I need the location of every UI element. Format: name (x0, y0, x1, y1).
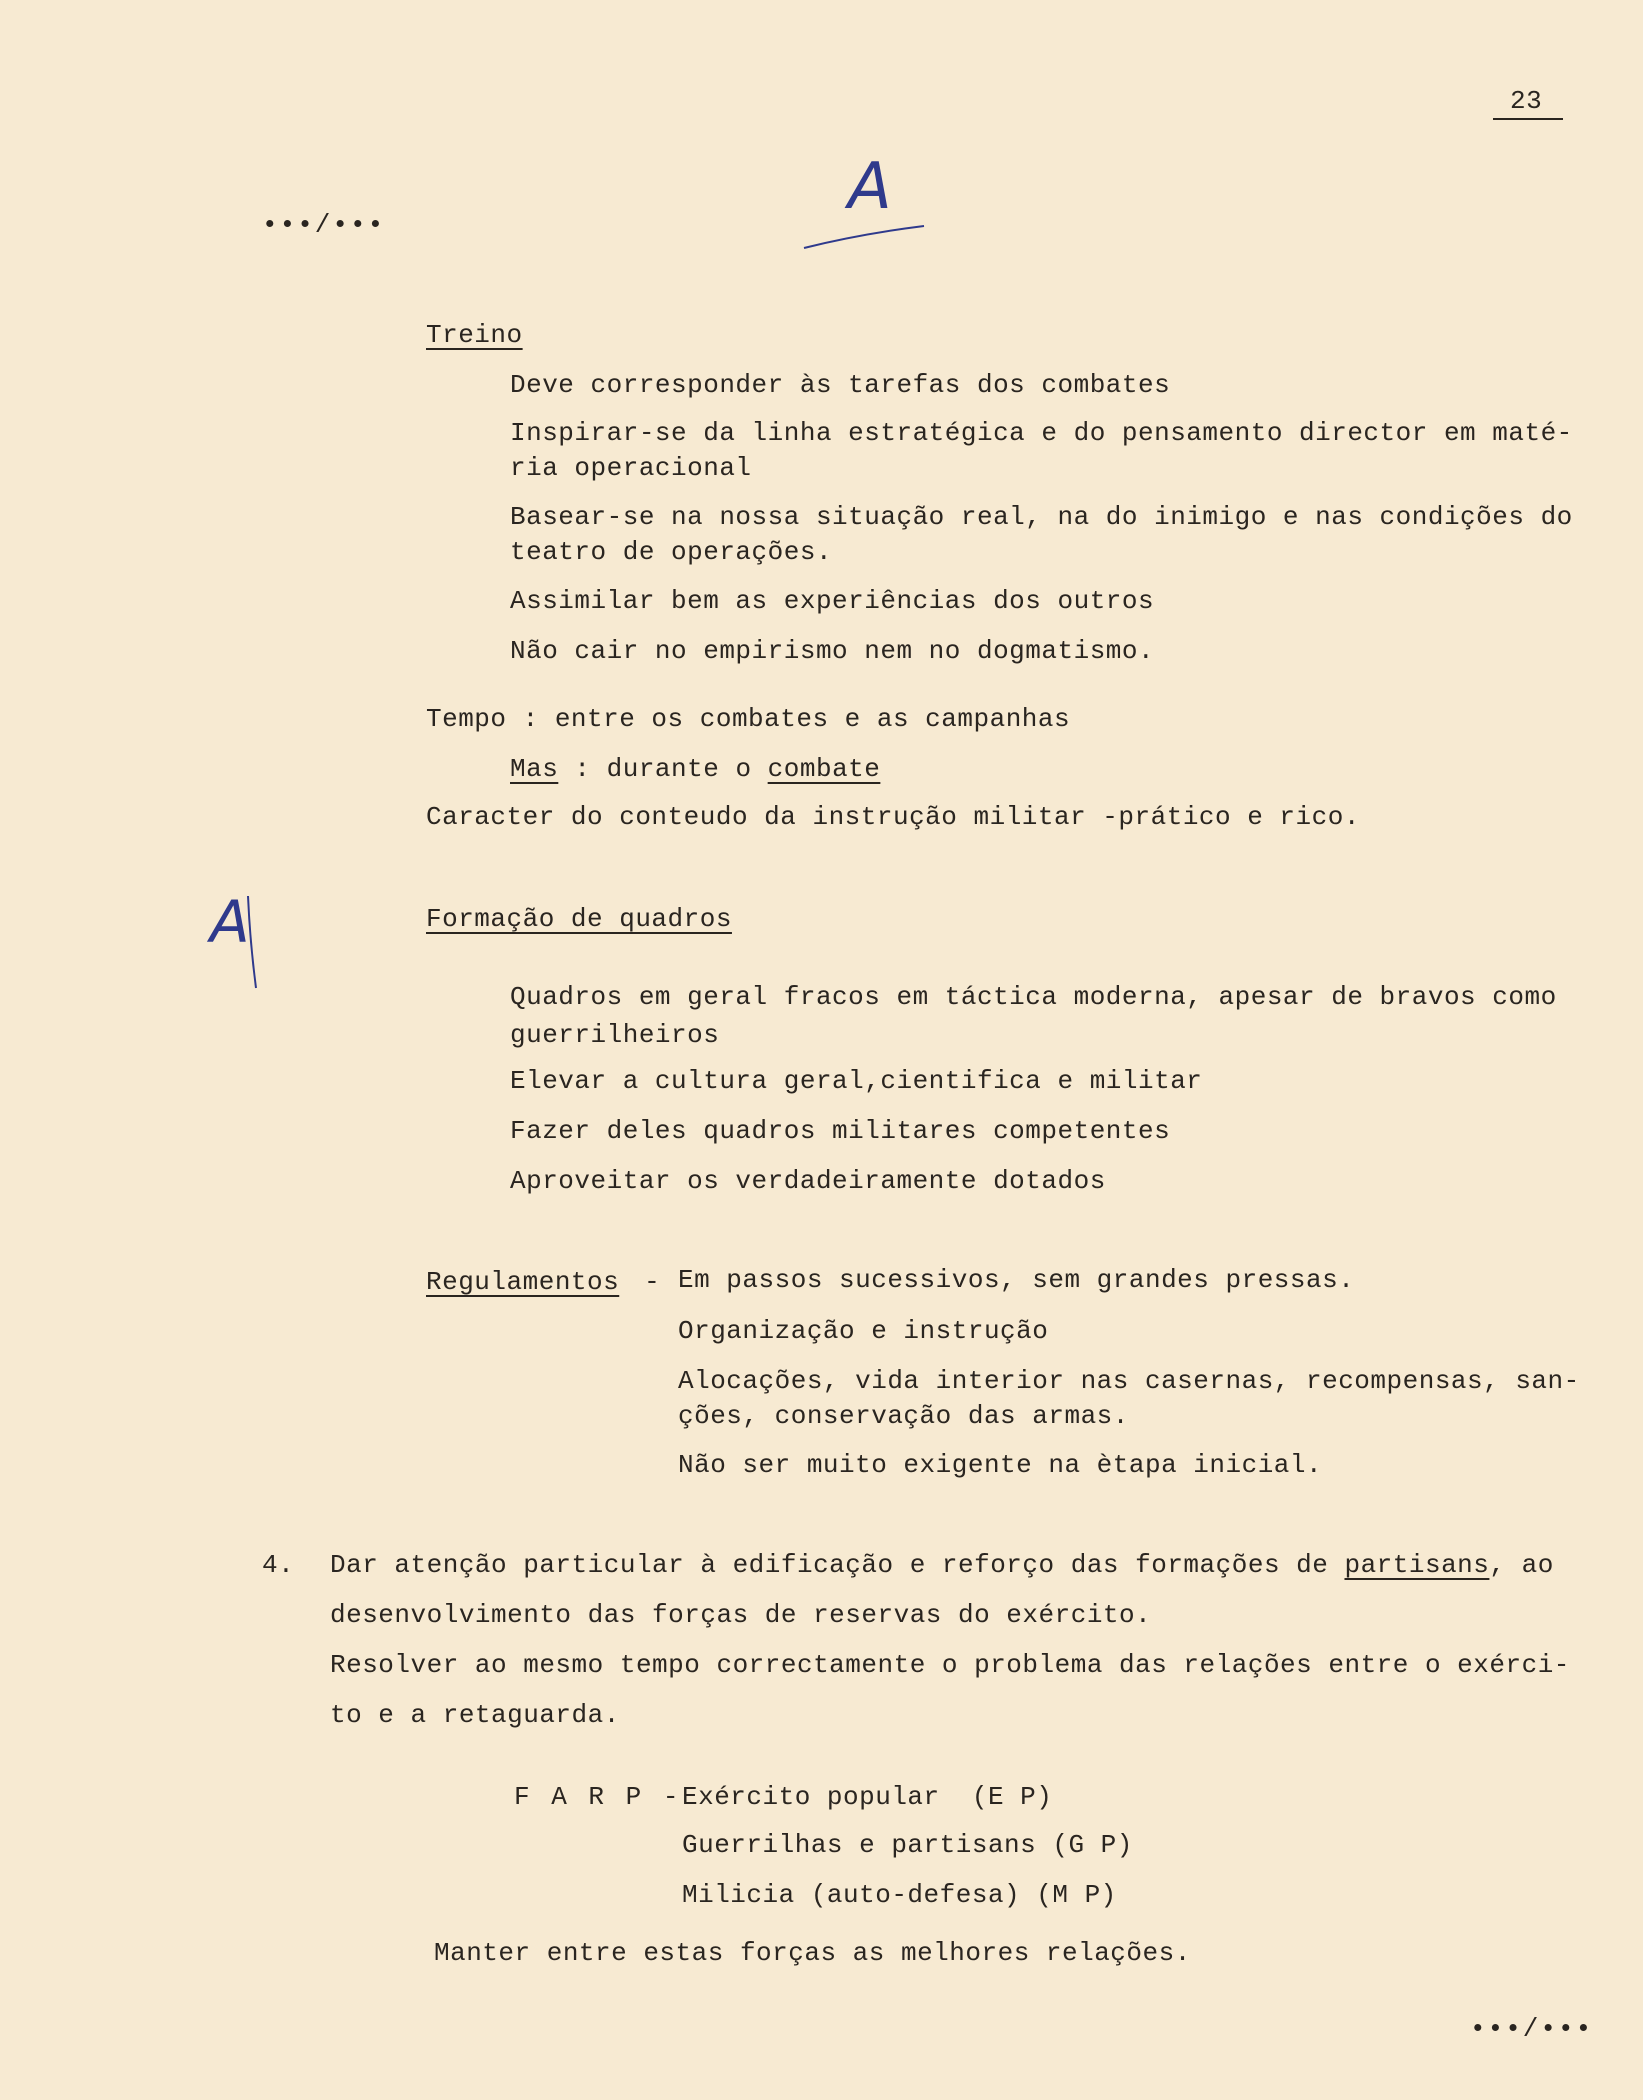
farp-item: Exército popular (E P) (682, 1782, 1053, 1812)
formacao-item: Quadros em geral fracos em táctica moderna, apesar de bravos como (510, 982, 1557, 1012)
mas-separator: : durante o (558, 754, 768, 784)
continuation-marker-bottom: •••/••• (1470, 2014, 1594, 2044)
tempo-line: Tempo : entre os combates e as campanhas (426, 704, 1071, 734)
treino-item: Deve corresponder às tarefas dos combates (510, 370, 1171, 400)
point4-line: desenvolvimento das forças de reservas do exército. (330, 1600, 1152, 1630)
page-number: 23 (1510, 86, 1543, 116)
regulamentos-item: Alocações, vida interior nas casernas, recompensas, san- (678, 1366, 1580, 1396)
regulamentos-item: ções, conservação das armas. (678, 1401, 1129, 1431)
formacao-item: Fazer deles quadros militares competentes (510, 1116, 1171, 1146)
mas-combate: combate (767, 754, 881, 784)
farp-label: F A R P - (514, 1782, 682, 1812)
treino-item: Inspirar-se da linha estratégica e do pensamento director em maté- (510, 418, 1573, 448)
point-number: 4. (262, 1550, 295, 1580)
formacao-item: Elevar a cultura geral,cientifica e militar (510, 1066, 1203, 1096)
formacao-item: guerrilheiros (510, 1020, 720, 1050)
handwritten-mark-top: A (848, 150, 892, 224)
treino-item: ria operacional (510, 453, 752, 483)
point4-line: to e a retaguarda. (330, 1700, 620, 1730)
regulamentos-item: Organização e instrução (678, 1316, 1049, 1346)
mas-line (510, 754, 880, 784)
treino-item: Basear-se na nossa situação real, na do inimigo e nas condições do (510, 502, 1573, 532)
regulamentos-heading: Regulamentos (426, 1267, 620, 1297)
handwritten-mark-margin: A (210, 888, 250, 956)
handwritten-underline-top (800, 220, 930, 252)
regulamentos-item: Em passos sucessivos, sem grandes pressas. (678, 1265, 1355, 1295)
caracter-line: Caracter do conteudo da instrução militar -prático e rico. (426, 802, 1360, 832)
farp-item: Guerrilhas e partisans (G P) (682, 1830, 1133, 1860)
point4-line: Resolver ao mesmo tempo correctamente o problema das relações entre o exérci- (330, 1650, 1570, 1680)
point4-line: Dar atenção particular à edificação e reforço das formações de partisans, ao (330, 1550, 1554, 1580)
treino-heading: Treino (426, 320, 523, 350)
handwritten-margin-bar (240, 892, 270, 992)
formacao-heading: Formação de quadros (426, 904, 732, 934)
treino-item: Não cair no empirismo nem no dogmatismo. (510, 636, 1155, 666)
treino-item: teatro de operações. (510, 537, 833, 567)
mas-label: Mas (510, 754, 559, 784)
treino-item: Assimilar bem as experiências dos outros (510, 586, 1155, 616)
regulamentos-dash: - (628, 1267, 677, 1297)
regulamentos-item: Não ser muito exigente na ètapa inicial. (678, 1450, 1323, 1480)
partisans-underlined: partisans (1344, 1550, 1490, 1580)
continuation-marker-top: •••/••• (262, 210, 386, 240)
formacao-item: Aproveitar os verdadeiramente dotados (510, 1166, 1106, 1196)
page-number-underline (1493, 118, 1563, 120)
farp-item: Milicia (auto-defesa) (M P) (682, 1880, 1117, 1910)
farp-closing: Manter entre estas forças as melhores relações. (434, 1938, 1191, 1968)
